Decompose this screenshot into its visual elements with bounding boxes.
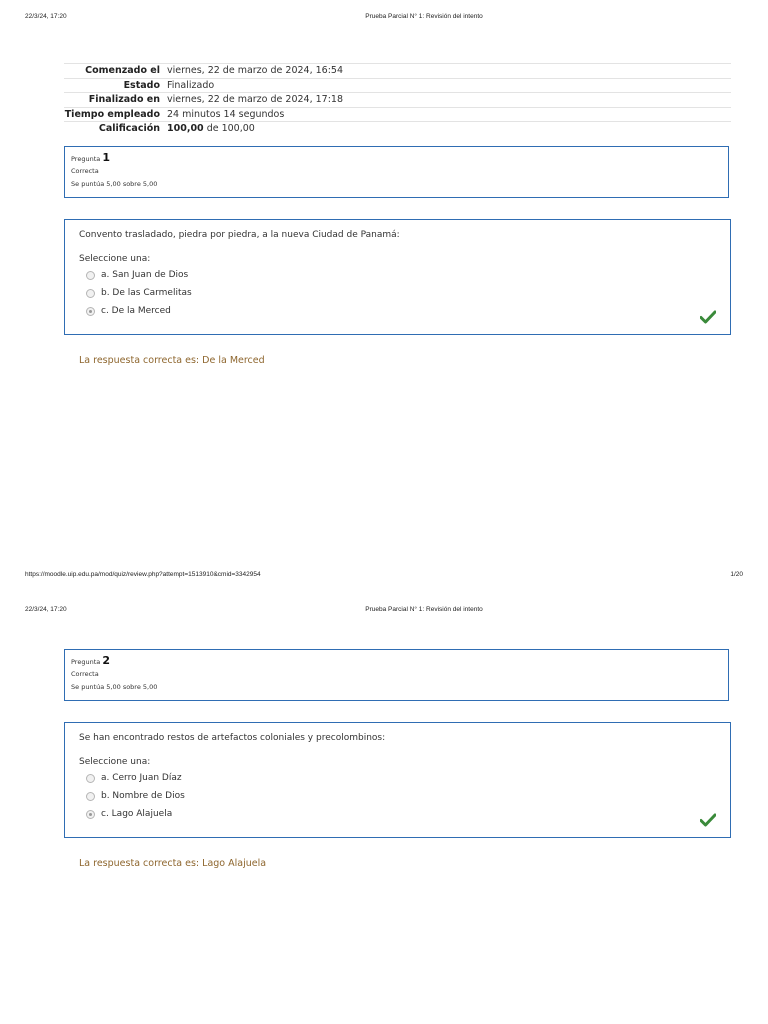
summary-label: Estado — [64, 78, 167, 93]
select-label: Seleccione una: — [79, 254, 151, 264]
summary-value: Finalizado — [167, 78, 731, 93]
correct-answer-feedback: La respuesta correcta es: Lago Alajuela — [79, 858, 267, 869]
question-number: Pregunta 2 — [71, 654, 110, 667]
answer-option[interactable]: b. De las Carmelitas — [79, 284, 716, 302]
question-status: Correcta — [71, 167, 99, 175]
print-title: Prueba Parcial N° 1: Revisión del intento — [365, 13, 483, 20]
question-content-box — [64, 219, 731, 335]
radio-button[interactable] — [86, 792, 95, 801]
radio-button[interactable] — [86, 271, 95, 280]
attempt-summary-table — [64, 63, 731, 136]
question-status: Correcta — [71, 670, 99, 678]
question-number: Pregunta 1 — [71, 151, 110, 164]
print-url: https://moodle.uip.edu.pa/mod/quiz/review.php?attempt=1513910&cmid=3342954 — [25, 571, 261, 578]
summary-value — [167, 122, 731, 136]
answer-option[interactable]: b. Nombre de Dios — [79, 787, 716, 805]
radio-button[interactable] — [86, 289, 95, 298]
question-content-box — [64, 722, 731, 838]
correct-answer-feedback: La respuesta correcta es: De la Merced — [79, 355, 265, 366]
summary-label: Tiempo empleado — [64, 107, 167, 122]
summary-label: Calificación — [64, 122, 167, 136]
summary-label: Comenzado el — [64, 64, 167, 79]
question-text: Convento trasladado, piedra por piedra, a la nueva Ciudad de Panamá: — [79, 230, 400, 240]
question-text: Se han encontrado restos de artefactos coloniales y precolombinos: — [79, 733, 386, 743]
radio-button[interactable] — [86, 774, 95, 783]
summary-value: viernes, 22 de marzo de 2024, 17:18 — [167, 93, 731, 108]
print-page-number: 1/20 — [730, 571, 743, 578]
print-datetime: 22/3/24, 17:20 — [25, 606, 67, 613]
summary-row-state — [64, 78, 731, 93]
summary-value: viernes, 22 de marzo de 2024, 16:54 — [167, 64, 731, 79]
summary-value: 24 minutos 14 segundos — [167, 107, 731, 122]
grade-max: de 100,00 — [203, 123, 255, 135]
summary-row-finished — [64, 93, 731, 108]
question-points: Se puntúa 5,00 sobre 5,00 — [71, 180, 158, 188]
grade-score: 100,00 — [167, 123, 204, 135]
select-label: Seleccione una: — [79, 757, 151, 767]
answer-option[interactable]: c. Lago Alajuela — [79, 805, 716, 823]
summary-label: Finalizado en — [64, 93, 167, 108]
question-info-box — [64, 649, 729, 701]
answer-option[interactable]: a. Cerro Juan Díaz — [79, 769, 716, 787]
correct-check-icon — [700, 310, 716, 324]
question-points: Se puntúa 5,00 sobre 5,00 — [71, 683, 158, 691]
radio-button[interactable] — [86, 810, 95, 819]
answer-option[interactable]: c. De la Merced — [79, 302, 716, 320]
radio-button[interactable] — [86, 307, 95, 316]
correct-check-icon — [700, 813, 716, 827]
summary-row-time — [64, 107, 731, 122]
summary-row-started — [64, 64, 731, 79]
question-info-box — [64, 146, 729, 198]
answer-option[interactable]: a. San Juan de Dios — [79, 266, 716, 284]
summary-row-grade — [64, 122, 731, 136]
print-title: Prueba Parcial N° 1: Revisión del intento — [365, 606, 483, 613]
print-datetime: 22/3/24, 17:20 — [25, 13, 67, 20]
